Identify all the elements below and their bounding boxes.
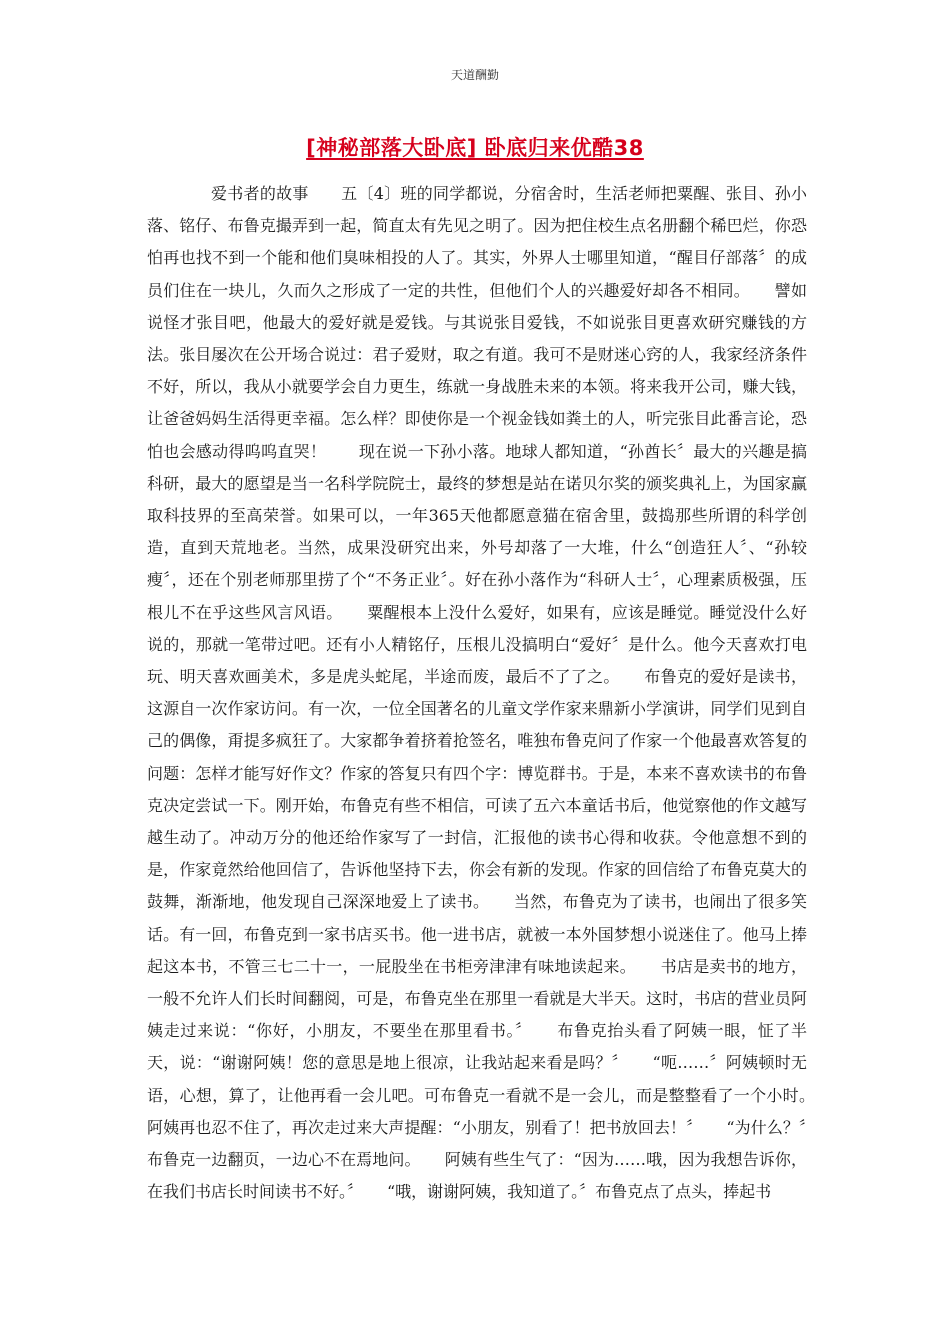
document-body-text: 爱书者的故事 五〔4〕班的同学都说，分宿舍时，生活老师把粟醒、张目、孙小落、铭仔、布鲁克撮弄到一起，简直太有先见之明了。因为把住校生点名册翻个稀巴烂，你恐怕再也找不到一个能和他们臭味相投的人了。其实，外界人士哪里知道，“醒目仔部落〞的成员们住在一块儿，久而久之形成了一定的共性，但他们个人的兴趣爱好却各不相同。 譬如说怪才张目吧，他最大的爱好就是爱钱。与其说张目爱钱，不如说张目更喜欢研究赚钱的方法。张目屡次在公开场合说过：君子爱财，取之有道。我可不是财迷心窍的人，我家经济条件不好，所以，我从小就要学会自力更生，练就一身战胜未来的本领。将来我开公司，赚大钱，让爸爸妈妈生活得更幸福。怎么样？即使你是一个视金钱如粪土的人，听完张目此番言论，恐怕也会感动得呜呜直哭！ 现在说一下孙小落。地球人都知道，“孙酋长〞最大的兴趣是搞科研，最大的愿望是当一名科学院院士，最终的梦想是站在诺贝尔奖的颁奖典礼上，为国家赢取科技界的至高荣誉。如果可以，一年365天他都愿意猫在宿舍里，鼓捣那些所谓的科学创造，直到天荒地老。当然，成果没研究出来，外号却落了一大堆，什么“创造狂人〞、“孙较瘦〞，还在个别老师那里捞了个“不务正业〞。好在孙小落作为“科研人士〞，心理素质极强，压根儿不在乎这些风言风语。 粟醒根本上没什么爱好，如果有，应该是睡觉。睡觉没什么好说的，那就一笔带过吧。还有小人精铭仔，压根儿没搞明白“爱好〞是什么。他今天喜欢打电玩、明天喜欢画美术，多是虎头蛇尾，半途而废，最后不了了之。 布鲁克的爱好是读书，这源自一次作家访问。有一次，一位全国著名的儿童文学作家来鼎新小学演讲，同学们见到自己的偶像，甭提多疯狂了。大家都争着挤着抢签名，唯独布鲁克问了作家一个他最喜欢答复的问题：怎样才能写好作文？作家的答复只有四个字：博览群书。于是，本来不喜欢读书的布鲁克决定尝试一下。刚开始，布鲁克有些不相信，可读了五六本童话书后，他觉察他的作文越写越生动了。冲动万分的他还给作家写了一封信，汇报他的读书心得和收获。令他意想不到的是，作家竟然给他回信了，告诉他坚持下去，你会有新的发现。作家的回信给了布鲁克莫大的鼓舞，渐渐地，他发现自己深深地爱上了读书。 当然，布鲁克为了读书，也闹出了很多笑话。有一回，布鲁克到一家书店买书。他一进书店，就被一本外国梦想小说迷住了。他马上捧起这本书，不管三七二十一，一屁股坐在书柜旁津津有味地读起来。 书店是卖书的地方，一般不允许人们长时间翻阅，可是，布鲁克坐在那里一看就是大半天。这时，书店的营业员阿姨走过来说：“你好，小朋友，不要坐在那里看书。〞 布鲁克抬头看了阿姨一眼，怔了半天，说：“谢谢阿姨！您的意思是地上很凉，让我站起来看是吗？〞 “呃……〞阿姨顿时无语，心想，算了，让他再看一会儿吧。可布鲁克一看就不是一会儿，而是整整看了一个小时。 阿姨再也忍不住了，再次走过来大声提醒：“小朋友，别看了！把书放回去！〞 “为什么？〞布鲁克一边翻页，一边心不在焉地问。 阿姨有些生气了：“因为……哦，因为我想告诉你，在我们书店长时间读书不好。〞 “哦，谢谢阿姨，我知道了。〞布鲁克点了点头，捧起书: [147, 184, 840, 1202]
document-title: [神秘部落大卧底] 卧底归来优酷38: [306, 136, 644, 160]
page-header-motto: 天道酬勤: [450, 68, 499, 82]
